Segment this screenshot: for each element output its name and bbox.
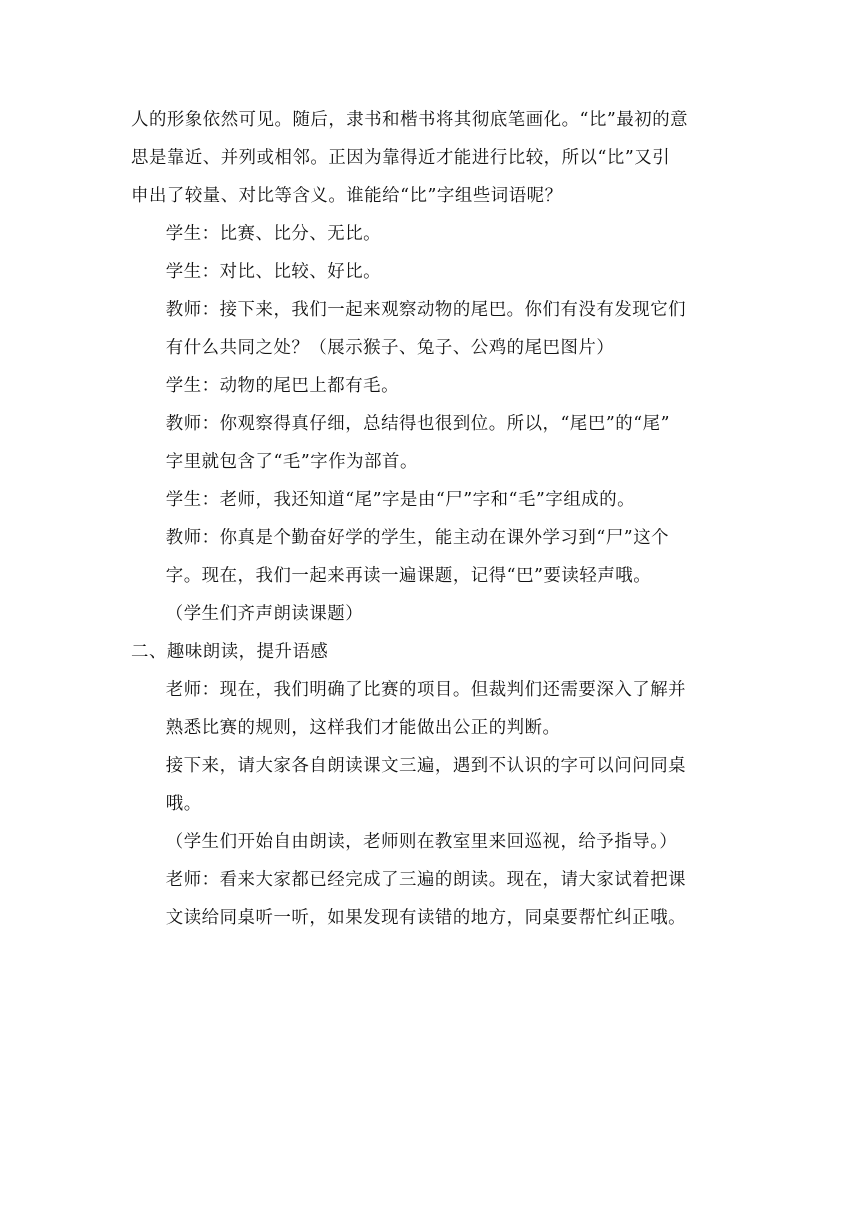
paragraph [131, 633, 737, 671]
paragraph [131, 405, 737, 481]
paragraph [131, 519, 737, 595]
text-line: 老师：看来大家都已经完成了三遍的朗读。现在，请大家试着把课 [165, 870, 687, 890]
text-line: 教师：你真是个勤奋好学的学生，能主动在课外学习到“尸”这个 [165, 528, 670, 548]
text-line: （学生们开始自由朗读，老师则在教室里来回巡视，给予指导。） [165, 832, 678, 852]
text-line: 哦。 [165, 794, 202, 814]
text-line: 字。现在，我们一起来再读一遍课题，记得“巴”要读轻声哦。 [165, 566, 652, 586]
text-line: 老师：现在，我们明确了比赛的项目。但裁判们还需要深入了解并 [165, 680, 687, 700]
text-line: 学生：比赛、比分、无比。 [165, 224, 382, 244]
paragraph [131, 367, 737, 405]
paragraph [131, 823, 737, 861]
text-line: 教师：接下来，我们一起来观察动物的尾巴。你们有没有发现它们 [165, 300, 687, 320]
text-line: 接下来，请大家各自朗读课文三遍，遇到不认识的字可以问问同桌 [165, 756, 687, 776]
paragraph [131, 595, 737, 633]
paragraph [131, 861, 737, 937]
text-line: 学生：老师，我还知道“尾”字是由“尸”字和“毛”字组成的。 [165, 490, 636, 510]
text-line: 文读给同桌听一听，如果发现有读错的地方，同桌要帮忙纠正哦。 [165, 908, 687, 928]
paragraph [131, 253, 737, 291]
paragraph [131, 215, 737, 253]
paragraph [131, 747, 737, 823]
text-line: 学生：对比、比较、好比。 [165, 262, 382, 282]
document-body [131, 101, 737, 937]
text-line: 熟悉比赛的规则，这样我们才能做出公正的判断。 [165, 718, 561, 738]
text-line: 二、趣味朗读，提升语感 [131, 642, 329, 662]
text-line: 有什么共同之处？（展示猴子、兔子、公鸡的尾巴图片） [165, 338, 615, 358]
text-line: 字里就包含了“毛”字作为部首。 [165, 452, 418, 472]
text-line: 申出了较量、对比等含义。谁能给“比”字组些词语呢？ [131, 186, 563, 206]
paragraph [131, 481, 737, 519]
text-line: 思是靠近、并列或相邻。正因为靠得近才能进行比较，所以“比”又引 [131, 148, 671, 168]
text-line: （学生们齐声朗读课题） [165, 604, 364, 624]
text-line: 学生：动物的尾巴上都有毛。 [165, 376, 400, 396]
text-line: 教师：你观察得真仔细，总结得也很到位。所以，“尾巴”的“尾” [165, 414, 671, 434]
paragraph [131, 291, 737, 367]
text-line: 人的形象依然可见。随后，隶书和楷书将其彻底笔画化。“比”最初的意 [131, 110, 689, 130]
paragraph [131, 101, 737, 215]
paragraph [131, 671, 737, 747]
